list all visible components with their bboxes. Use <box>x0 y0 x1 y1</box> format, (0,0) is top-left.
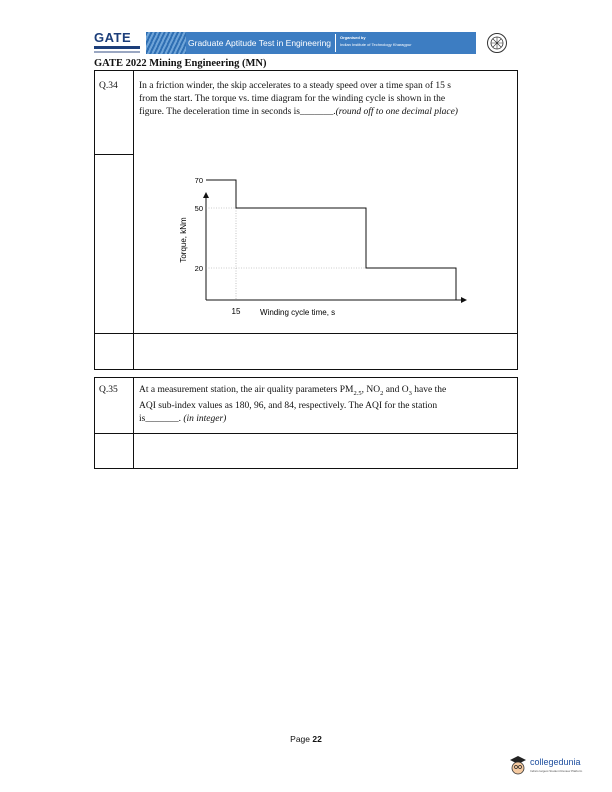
q35-line-3a: is_______. <box>139 414 181 425</box>
q34-line-2: from the start. The torque vs. time diagram for the winding cycle is shown in the <box>139 94 446 105</box>
q34-col-divider <box>133 70 134 370</box>
banner-title: Graduate Aptitude Test in Engineering <box>188 38 332 48</box>
collegedunia-brand: collegedunia <box>530 757 581 767</box>
o-subscript: 3 <box>408 389 412 397</box>
q35-line-3 <box>139 413 513 426</box>
y-axis-label: Torque, kNm <box>179 217 188 263</box>
q35-answer-divider <box>94 433 518 434</box>
q34-number: Q.34 <box>99 81 118 91</box>
torque-time-chart <box>170 176 480 325</box>
q35-text <box>139 384 513 427</box>
gate-logo-bar-2 <box>94 51 140 53</box>
banner-organised-by: Organised by <box>340 35 366 40</box>
q34-row-divider <box>94 154 134 155</box>
gate-logo-bar <box>94 46 140 49</box>
q34-line-3b: (round off to one decimal place) <box>335 107 458 118</box>
q35-line-3b: (in integer) <box>183 414 227 425</box>
page-label: Page <box>290 734 313 744</box>
y-tick-50: 50 <box>194 204 203 213</box>
q35-line-1c: and O <box>383 385 409 395</box>
torque-profile-line <box>206 180 456 300</box>
q34-text <box>139 80 513 120</box>
banner-separator <box>335 34 336 52</box>
q35-line-1b: , NO <box>361 385 381 395</box>
x-tick-15: 15 <box>231 307 241 316</box>
gate-logo-text: GATE <box>94 30 132 45</box>
q35-line-2: AQI sub-index values as 180, 96, and 84, respectively. The AQI for the station <box>139 401 438 412</box>
x-axis-label: Winding cycle time, s <box>260 308 336 317</box>
y-tick-70: 70 <box>194 176 203 185</box>
q34-line-1: In a friction winder, the skip accelerates to a steady speed over a time span of 15 s <box>139 81 451 91</box>
q34-answer-divider <box>94 333 518 334</box>
q35-line-1d: have the <box>411 385 447 395</box>
iit-emblem-icon <box>486 32 508 54</box>
q35-number: Q.35 <box>99 385 118 395</box>
paper-title: GATE 2022 Mining Engineering (MN) <box>94 58 267 69</box>
collegedunia-tagline: India's largest Student Review Platform <box>530 769 583 773</box>
q35-line-1 <box>139 384 513 400</box>
pm-subscript: 2.5 <box>353 389 362 397</box>
y-axis-arrow <box>203 192 209 198</box>
x-axis-arrow <box>461 297 467 303</box>
no-subscript: 2 <box>380 389 384 397</box>
page-number <box>0 734 612 744</box>
q35-col-divider <box>133 377 134 469</box>
q34-line-3a: figure. The deceleration time in seconds is_______. <box>139 107 336 118</box>
collegedunia-logo-icon <box>508 754 528 776</box>
banner-organiser: Indian Institute of Technology Kharagpur <box>340 42 412 47</box>
q34-line-3 <box>139 106 513 119</box>
y-tick-20: 20 <box>194 264 203 273</box>
gate-logo <box>94 30 142 58</box>
page-number-value: 22 <box>312 734 322 744</box>
q35-line-1a: At a measurement station, the air quality parameters PM <box>139 385 354 395</box>
